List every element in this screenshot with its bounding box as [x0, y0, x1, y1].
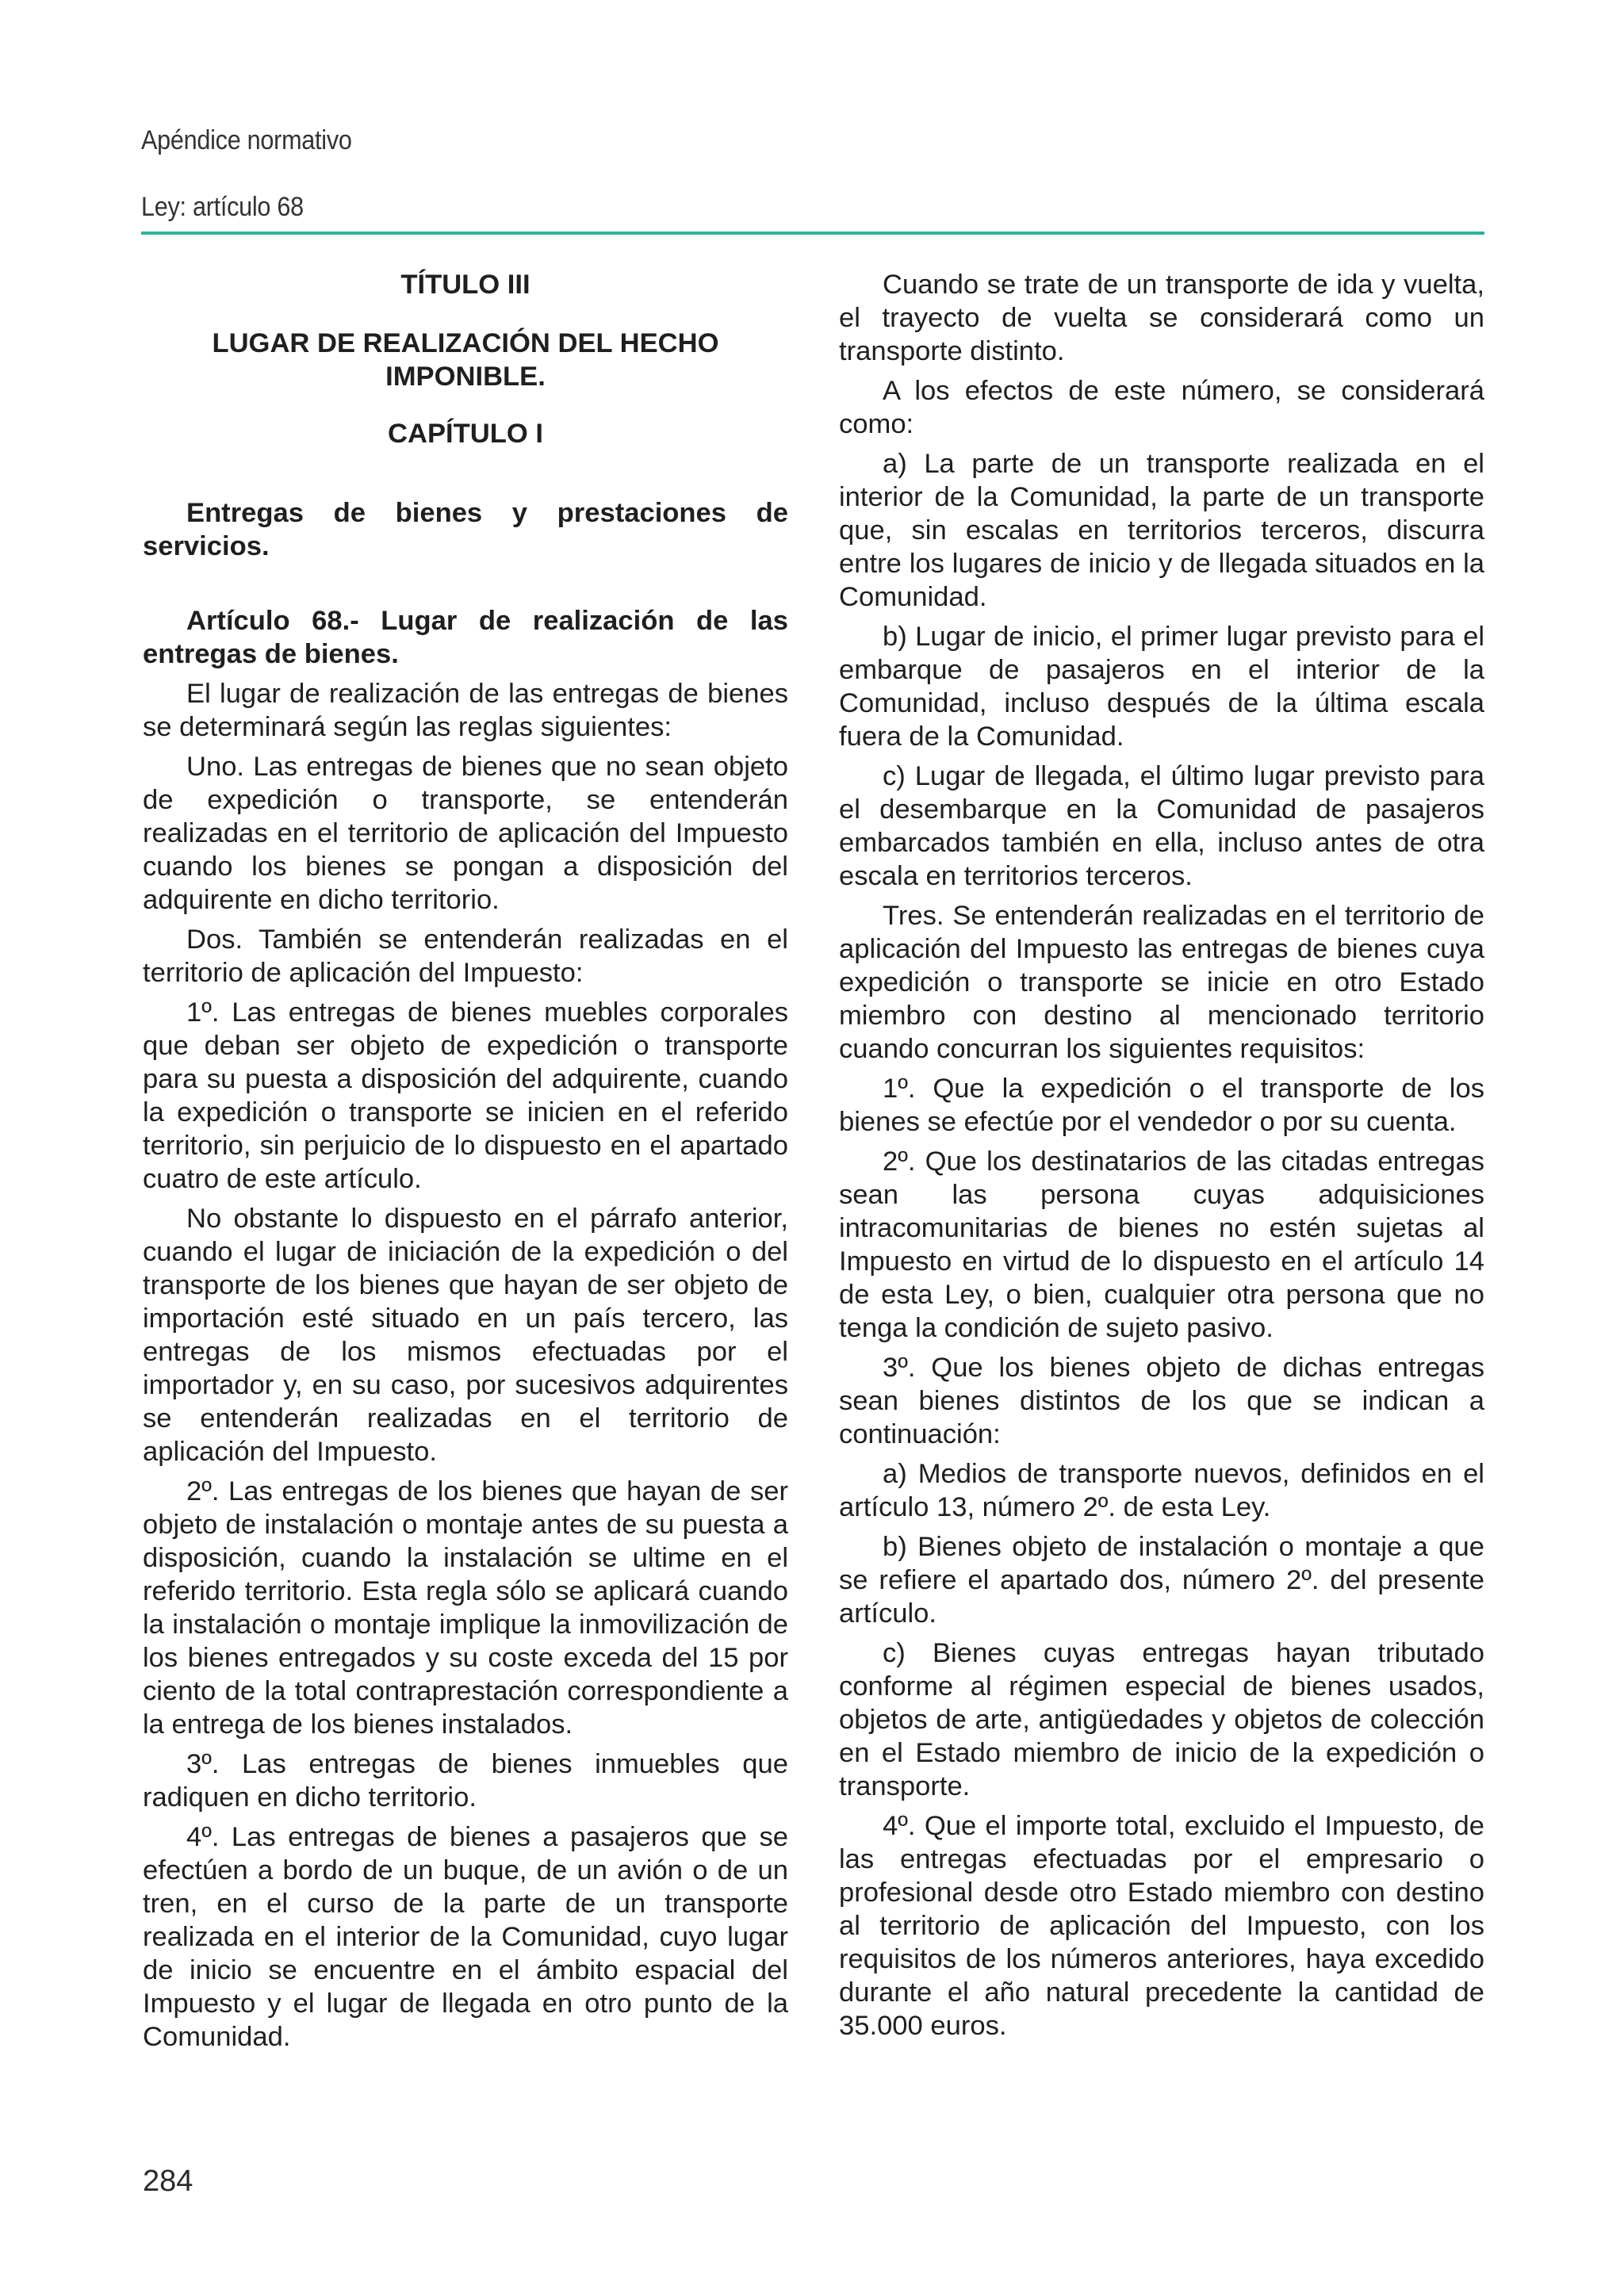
paragraph: c) Lugar de llegada, el último lugar previsto para el desembarque en la Comunidad de pasajeros embarcados también en ella, incluso antes de otra escala en territorios terceros. — [839, 761, 1484, 891]
paragraph: b) Bienes objeto de instalación o montaje a que se refiere el apartado dos, número 2º. del presente artículo. — [839, 1532, 1484, 1629]
running-head-article: Ley: artículo 68 — [141, 192, 304, 222]
paragraph: Uno. Las entregas de bienes que no sean objeto de expedición o transporte, se entenderán realizadas en el territorio de aplicación del Impuesto cuando los bienes se pongan a disposición del adquirente en dicho territorio. — [143, 752, 788, 915]
paragraph: Cuando se trate de un transporte de ida y vuelta, el trayecto de vuelta se considerará como un transporte distinto. — [839, 270, 1484, 366]
paragraph: Tres. Se entenderán realizadas en el territorio de aplicación del Impuesto las entregas de bienes cuya expedición o transporte se inicie en otro Estado miembro con destino al mencionado territorio cuando concurran los siguientes requisitos: — [839, 901, 1484, 1064]
header-rule — [141, 232, 1484, 235]
article-title: Artículo 68.- Lugar de realización de las entregas de bienes. — [143, 606, 788, 669]
paragraph: 1º. Las entregas de bienes muebles corporales que deban ser objeto de expedición o transporte para su puesta a disposición del adquirente, cuando la expedición o transporte se inicien en el referido territorio, sin perjuicio de lo dispuesto en el apartado cuatro de este artículo. — [143, 997, 788, 1194]
paragraph: 4º. Las entregas de bienes a pasajeros que se efectúen a bordo de un buque, de un avión o de un tren, en el curso de la parte de un transporte realizada en el interior de la Comunidad, cuyo lugar de inicio se encuentre en el ámbito espacial del Impuesto y el lugar de llegada en otro punto de la Comunidad. — [143, 1822, 788, 2052]
paragraph: 2º. Que los destinatarios de las citadas entregas sean las persona cuyas adquisiciones intracomunitarias de bienes no estén sujetas al Impuesto en virtud de lo dispuesto en el artículo 14 de esta Ley, o bien, cualquier otra persona que no tenga la condición de sujeto pasivo. — [839, 1146, 1484, 1343]
title-subheading: LUGAR DE REALIZACIÓN DEL HECHO IMPONIBLE. — [212, 328, 719, 392]
paragraph: 4º. Que el importe total, excluido el Impuesto, de las entregas efectuadas por el empresario o profesional desde otro Estado miembro con destino al territorio de aplicación del Impuesto, con los requisitos de los números anteriores, haya excedido durante el año natural precedente la cantidad de 35.000 euros. — [839, 1811, 1484, 2041]
paragraph: a) La parte de un transporte realizada en el interior de la Comunidad, la parte de un transporte que, sin escalas en territorios terceros, discurra entre los lugares de inicio y de llegada situados en la Comunidad. — [839, 449, 1484, 612]
paragraph: El lugar de realización de las entregas de bienes se determinará según las reglas siguientes: — [143, 679, 788, 742]
chapter-name: Entregas de bienes y prestaciones de servicios. — [143, 498, 788, 561]
paragraph: c) Bienes cuyas entregas hayan tributado conforme al régimen especial de bienes usados, objetos de arte, antigüedades y objetos de colección en el Estado miembro de inicio de la expedición o transporte. — [839, 1638, 1484, 1801]
page-number: 284 — [143, 2165, 193, 2198]
paragraph: 2º. Las entregas de los bienes que hayan de ser objeto de instalación o montaje antes de su puesta a disposición, cuando la instalación se ultime en el referido territorio. Esta regla sólo se aplicará cuando la instalación o montaje implique la inmovilización de los bienes entregados y su coste exceda del 15 por ciento de la total contraprestación correspondiente a la entrega de los bienes instalados. — [143, 1476, 788, 1740]
paragraph: a) Medios de transporte nuevos, definidos en el artículo 13, número 2º. de esta Ley. — [839, 1459, 1484, 1522]
paragraph: 3º. Las entregas de bienes inmuebles que radiquen en dicho territorio. — [143, 1749, 788, 1813]
paragraph: No obstante lo dispuesto en el párrafo anterior, cuando el lugar de iniciación de la expedición o del transporte de los bienes que hayan de ser objeto de importación esté situado en un país tercero, las entregas de los mismos efectuadas por el importador y, en su caso, por sucesivos adquirentes se entenderán realizadas en el territorio de aplicación del Impuesto. — [143, 1204, 788, 1467]
paragraph: Dos. También se entenderán realizadas en el territorio de aplicación del Impuesto: — [143, 924, 788, 988]
chapter-heading: CAPÍTULO I — [388, 419, 543, 449]
paragraph: A los efectos de este número, se considerará como: — [839, 376, 1484, 439]
paragraph: 3º. Que los bienes objeto de dichas entregas sean bienes distintos de los que se indican a continuación: — [839, 1353, 1484, 1449]
paragraph: 1º. Que la expedición o el transporte de los bienes se efectúe por el vendedor o por su cuenta. — [839, 1074, 1484, 1137]
left-column — [143, 268, 788, 2060]
right-column — [839, 268, 1484, 2049]
title-heading: TÍTULO III — [400, 270, 530, 300]
paragraph: b) Lugar de inicio, el primer lugar previsto para el embarque de pasajeros en el interior de la Comunidad, incluso después de la última escala fuera de la Comunidad. — [839, 622, 1484, 752]
running-head-section: Apéndice normativo — [141, 125, 352, 155]
